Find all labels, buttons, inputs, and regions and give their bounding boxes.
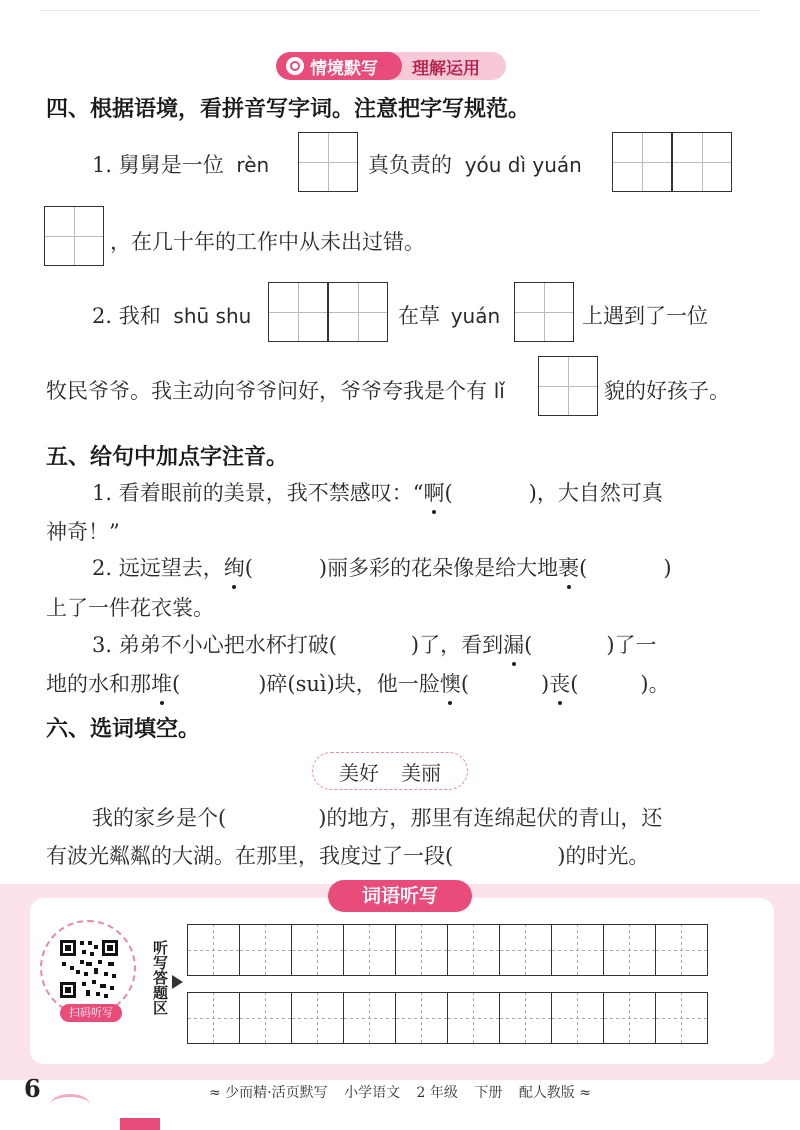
dictation-cell[interactable]: [239, 992, 292, 1044]
s4-q2-text-e: 貌的好孩子。: [604, 379, 730, 403]
dictation-cell[interactable]: [447, 992, 500, 1044]
dictation-title: 词语听写: [328, 880, 472, 912]
s6-line1-b: )的地方，那里有连绵起伏的青山，还: [318, 806, 663, 830]
page-number: 6: [24, 1074, 41, 1103]
s4-q2-text-d: 牧民爷爷。我主动向爷爷问好，爷爷夸我是个有: [46, 379, 487, 403]
dictation-cell[interactable]: [551, 924, 604, 976]
answer-grid-box[interactable]: [268, 282, 328, 342]
dictation-cell[interactable]: [499, 924, 552, 976]
s4-q2-text-a: 2. 我和: [92, 304, 161, 328]
s5-q3-dot-char-4: 丧: [549, 668, 570, 698]
s5-q3-line2: [46, 668, 670, 698]
answer-grid-box[interactable]: [298, 132, 358, 192]
s5-q3-text-b: )了，看到: [410, 633, 504, 657]
dictation-cell[interactable]: [291, 924, 344, 976]
dictation-cell[interactable]: [655, 924, 708, 976]
s5-q1-text-a: 1. 看着眼前的美景，我不禁感叹：“: [92, 481, 424, 505]
s5-q3-paren-close-3: ): [541, 672, 550, 696]
s5-q2-text-c: )丽多彩的花朵像是给大地: [318, 556, 559, 580]
s4-q1-pinyin-2: yóu dì yuán: [464, 153, 582, 177]
s5-q2-line1: [92, 552, 672, 582]
word-choice-1: 美好: [339, 760, 379, 785]
s4-q2-pinyin-2: yuán: [450, 304, 501, 328]
dictation-cell[interactable]: [655, 992, 708, 1044]
header-subtitle: 理解运用: [412, 58, 480, 79]
s4-q1-text-a: 1. 舅舅是一位: [92, 153, 224, 177]
header-badge-icon: [286, 57, 304, 75]
dictation-cell[interactable]: [603, 924, 656, 976]
s6-line1: [92, 802, 662, 832]
answer-grid-box[interactable]: [44, 206, 104, 266]
s4-q1-line1b: [368, 149, 582, 179]
s5-q3-dot-char-1: 漏: [503, 629, 524, 659]
s5-q1-dot-char: 啊: [423, 477, 444, 507]
s4-q2-line1: [92, 300, 251, 330]
footer-info: [0, 1082, 800, 1102]
s5-q2-paren-open-2: (: [579, 556, 588, 580]
s5-q3-paren-open: (: [524, 633, 533, 657]
dictation-cell[interactable]: [395, 992, 448, 1044]
s4-q1-line2: ，在几十年的工作中从未出过错。: [110, 230, 425, 254]
dictation-grid-row-2[interactable]: [188, 992, 718, 1044]
section-header-pill: [276, 52, 506, 80]
decorative-strip: [120, 1118, 160, 1130]
s4-q1-pinyin-1: rèn: [236, 153, 270, 177]
dictation-cell[interactable]: [343, 924, 396, 976]
dictation-side-label: 听写答题区: [151, 940, 169, 1015]
top-rule: [40, 10, 760, 11]
dictation-cell[interactable]: [551, 992, 604, 1044]
s5-q2-dot-char-1: 绚: [224, 552, 245, 582]
s4-q2-pinyin-1: shū shu: [173, 304, 252, 328]
dictation-cell[interactable]: [395, 924, 448, 976]
s5-q2-line2: 上了一件花衣裳。: [46, 596, 214, 620]
s5-q3-text-e: 地的水和那: [46, 672, 151, 696]
section4-title: 四、根据语境，看拼音写字词。注意把字写规范。: [46, 97, 531, 122]
dictation-cell[interactable]: [239, 924, 292, 976]
s4-q2-line1b: [398, 300, 500, 330]
s6-line2: [46, 840, 649, 870]
dictation-cell[interactable]: [291, 992, 344, 1044]
header-tag: [276, 52, 402, 80]
s5-q3-paren-close-4: )。: [640, 672, 670, 696]
footer-series: ≈ 少而精·活页默写: [209, 1085, 328, 1101]
s6-line2-a: 有波光粼粼的大湖。在那里，我度过了一段(: [46, 844, 454, 868]
qr-code-icon[interactable]: [58, 938, 120, 1000]
s5-q3-text-a: 3. 弟弟不小心把水杯打破(: [92, 633, 337, 657]
dictation-cell[interactable]: [499, 992, 552, 1044]
footer-volume: 下册: [474, 1085, 503, 1101]
s5-q1-line1: [92, 477, 663, 507]
s5-q2-dot-char-2: 裹: [558, 552, 579, 582]
section6-title: 六、选词填空。: [46, 717, 201, 742]
answer-grid-box[interactable]: [612, 132, 672, 192]
answer-grid-box[interactable]: [328, 282, 388, 342]
word-choice-2: 美丽: [401, 760, 441, 785]
answer-grid-box[interactable]: [538, 356, 598, 416]
s4-q2-pinyin-3: lǐ: [493, 379, 505, 403]
s4-q1-text-b: 真负责的: [368, 153, 452, 177]
footer-subject: 小学语文: [344, 1085, 401, 1101]
s5-q2-paren-open: (: [244, 556, 253, 580]
s6-line1-a: 我的家乡是个(: [92, 806, 227, 830]
s4-q2-text-b: 在草: [398, 304, 440, 328]
s5-q1-text-c: )，大自然可真: [528, 481, 663, 505]
dictation-cell[interactable]: [187, 992, 240, 1044]
answer-grid-box[interactable]: [672, 132, 732, 192]
s4-q2-text-c: 上遇到了一位: [582, 304, 708, 328]
answer-grid-box[interactable]: [514, 282, 574, 342]
s5-q1-paren-open: (: [444, 481, 453, 505]
s5-q3-text-g: )碎(suì)块，他一脸: [258, 672, 440, 696]
word-choice-box: [312, 752, 468, 790]
s4-q2-line2: [46, 375, 505, 405]
s6-line2-b: )的时光。: [557, 844, 650, 868]
s5-q3-dot-char-3: 懊: [440, 668, 461, 698]
s5-q3-paren-open-4: (: [570, 672, 579, 696]
dictation-cell[interactable]: [343, 992, 396, 1044]
s5-q1-line2: 神奇！”: [46, 520, 120, 544]
arrow-right-icon: [172, 975, 183, 989]
header-tag-label: 情境默写: [310, 58, 378, 79]
dictation-cell[interactable]: [187, 924, 240, 976]
dictation-cell[interactable]: [603, 992, 656, 1044]
s5-q2-paren-close-2: ): [663, 556, 672, 580]
s5-q3-paren-open-2: (: [172, 672, 181, 696]
section5-title: 五、给句中加点字注音。: [46, 445, 289, 470]
dictation-cell[interactable]: [447, 924, 500, 976]
dictation-grid-row-1[interactable]: [188, 924, 718, 976]
s4-q1-line1: [92, 149, 269, 179]
s5-q3-dot-char-2: 堆: [151, 668, 172, 698]
s5-q3-text-d: )了一: [606, 633, 657, 657]
s5-q3-line1: [92, 629, 657, 659]
footer-edition: 配人教版 ≈: [518, 1085, 591, 1101]
s5-q2-text-a: 2. 远远望去，: [92, 556, 224, 580]
qr-label: 扫码听写: [60, 1004, 122, 1022]
s5-q3-paren-open-3: (: [460, 672, 470, 696]
footer-grade: 2 年级: [416, 1085, 458, 1101]
